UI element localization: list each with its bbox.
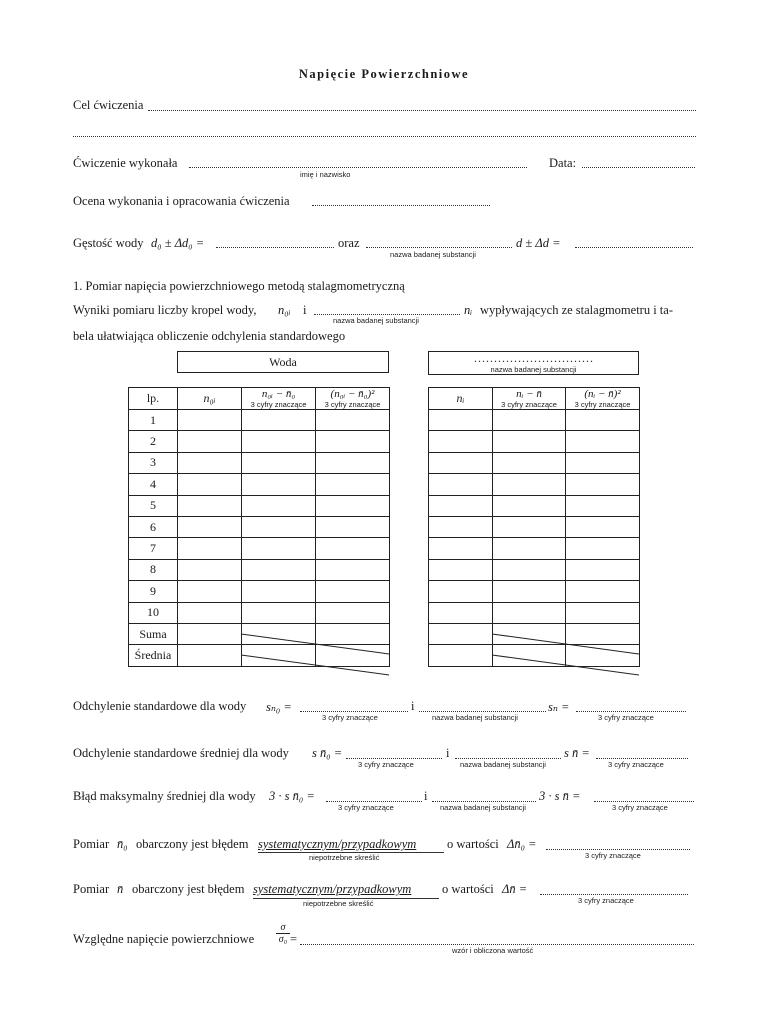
row-label: 5 bbox=[129, 495, 178, 516]
table-row bbox=[429, 516, 640, 537]
sub-cell[interactable] bbox=[429, 452, 493, 473]
max-err-i: i bbox=[424, 789, 428, 803]
water-cell[interactable] bbox=[316, 431, 390, 452]
section1-line1a: Wyniki pomiaru liczby kropel wody, bbox=[73, 303, 257, 317]
sub-cell[interactable] bbox=[566, 516, 640, 537]
table-row bbox=[129, 581, 390, 602]
std-sub-hint-3: 3 cyfry znaczące bbox=[598, 713, 654, 722]
sub-cell[interactable] bbox=[429, 516, 493, 537]
sub-cell[interactable] bbox=[566, 495, 640, 516]
table-row bbox=[129, 538, 390, 559]
density-sub-formula: d ± Δd = bbox=[516, 236, 561, 250]
std-mean-water-field[interactable] bbox=[346, 758, 442, 759]
water-cell[interactable] bbox=[316, 538, 390, 559]
max-err-sub-field[interactable] bbox=[594, 801, 694, 802]
section1-substance-hint: nazwa badanej substancji bbox=[333, 316, 419, 325]
water-cell bbox=[316, 645, 390, 666]
sub-cell[interactable] bbox=[429, 602, 493, 623]
water-cell[interactable] bbox=[316, 495, 390, 516]
water-cell[interactable] bbox=[316, 559, 390, 580]
std-sub-hint: nazwa badanej substancji bbox=[432, 713, 518, 722]
density-substance-field[interactable] bbox=[366, 247, 512, 248]
water-cell[interactable] bbox=[242, 410, 316, 431]
sub-cell bbox=[566, 623, 640, 644]
std-mean-water-label: Odchylenie standardowe średniej dla wody bbox=[73, 746, 289, 760]
table-row bbox=[429, 431, 640, 452]
row-label: 6 bbox=[129, 516, 178, 537]
std-mean-sub-sym: s n̄ = bbox=[564, 746, 590, 760]
measure-sub-cross-hint: niepotrzebne skreślić bbox=[303, 899, 374, 908]
sub-cell[interactable] bbox=[429, 581, 493, 602]
relative-hint: wzór i obliczona wartość bbox=[452, 946, 534, 955]
measure-water-hint: 3 cyfry znaczące bbox=[585, 851, 641, 860]
table-row bbox=[129, 559, 390, 580]
density-water-formula: d₀ ± Δd₀ = bbox=[151, 236, 205, 250]
density-label: Gęstość wody bbox=[73, 236, 144, 250]
std-mean-sub-name-field[interactable] bbox=[455, 758, 561, 759]
sub-cell[interactable] bbox=[493, 474, 566, 495]
max-err-water-hint: 3 cyfry znaczące bbox=[338, 803, 394, 812]
water-cell[interactable] bbox=[178, 602, 242, 623]
relative-fraction bbox=[276, 922, 290, 945]
density-water-field[interactable] bbox=[216, 247, 334, 248]
water-cell[interactable] bbox=[178, 431, 242, 452]
measure-water-mid: obarczony jest błędem bbox=[136, 837, 249, 851]
measure-water-post: o wartości bbox=[447, 837, 499, 851]
water-cell[interactable] bbox=[242, 516, 316, 537]
std-mean-sub-hint-3: 3 cyfry znaczące bbox=[608, 760, 664, 769]
std-water-label: Odchylenie standardowe dla wody bbox=[73, 699, 247, 713]
water-cell bbox=[242, 645, 316, 666]
water-cell[interactable] bbox=[242, 538, 316, 559]
table-row bbox=[429, 538, 640, 559]
sub-cell[interactable] bbox=[429, 645, 493, 666]
water-cell[interactable] bbox=[178, 452, 242, 473]
table-row bbox=[429, 559, 640, 580]
relative-num: σ bbox=[280, 922, 286, 933]
sub-cell[interactable] bbox=[429, 431, 493, 452]
table-row bbox=[429, 581, 640, 602]
water-cell[interactable] bbox=[242, 495, 316, 516]
row-label: 4 bbox=[129, 474, 178, 495]
section1-substance-field[interactable] bbox=[314, 314, 460, 315]
density-oraz: oraz bbox=[338, 236, 360, 250]
goal-field-1[interactable] bbox=[148, 110, 696, 111]
sub-cell[interactable] bbox=[493, 538, 566, 559]
sub-cell[interactable] bbox=[566, 559, 640, 580]
water-cell[interactable] bbox=[316, 581, 390, 602]
water-cell[interactable] bbox=[316, 452, 390, 473]
date-field[interactable] bbox=[582, 167, 695, 168]
sub-cell[interactable] bbox=[566, 474, 640, 495]
sub-cell[interactable] bbox=[429, 623, 493, 644]
sub-cell[interactable] bbox=[429, 474, 493, 495]
col-n0i: n₀ᵢ bbox=[178, 388, 242, 410]
water-cell[interactable] bbox=[316, 410, 390, 431]
section1-n0i: n₀ᵢ bbox=[278, 303, 291, 317]
table-row bbox=[129, 452, 390, 473]
std-water-hint: 3 cyfry znaczące bbox=[322, 713, 378, 722]
water-cell[interactable] bbox=[242, 474, 316, 495]
date-label: Data: bbox=[549, 156, 577, 170]
water-cell[interactable] bbox=[178, 559, 242, 580]
table-row bbox=[429, 452, 640, 473]
sub-cell[interactable] bbox=[493, 516, 566, 537]
table-row bbox=[129, 623, 390, 644]
section1-heading: 1. Pomiar napięcia powierzchniowego metodą stalagmometryczną bbox=[73, 279, 405, 293]
table-row bbox=[429, 602, 640, 623]
water-cell[interactable] bbox=[178, 538, 242, 559]
relative-label: Względne napięcie powierzchniowe bbox=[73, 932, 255, 946]
sub-cell[interactable] bbox=[566, 431, 640, 452]
measure-water-choice[interactable]: systematycznym/przypadkowym bbox=[258, 837, 417, 851]
std-mean-water-hint: 3 cyfry znaczące bbox=[358, 760, 414, 769]
sub-cell[interactable] bbox=[429, 559, 493, 580]
table-row bbox=[429, 645, 640, 666]
water-cell[interactable] bbox=[242, 581, 316, 602]
max-err-water-sym: 3 · s n̄₀ = bbox=[269, 789, 315, 803]
std-sub-field[interactable] bbox=[576, 711, 686, 712]
sub-cell[interactable] bbox=[566, 410, 640, 431]
density-sub-field[interactable] bbox=[575, 247, 693, 248]
relative-eq: = bbox=[290, 932, 298, 946]
section1-line2: bela ułatwiająca obliczenie odchylenia standardowego bbox=[73, 329, 346, 343]
std-mean-sub-hint: nazwa badanej substancji bbox=[460, 760, 546, 769]
water-table bbox=[128, 387, 390, 667]
page-title: Napięcie Powierzchniowe bbox=[298, 67, 470, 81]
water-table-title-box bbox=[177, 351, 389, 373]
sub-cell bbox=[493, 645, 566, 666]
max-err-sub-name-field[interactable] bbox=[432, 801, 536, 802]
sub-cell[interactable] bbox=[493, 431, 566, 452]
relative-den: σ₀ bbox=[276, 933, 290, 945]
table-row bbox=[129, 645, 390, 666]
measure-sub-field[interactable] bbox=[540, 894, 688, 895]
sub-cell[interactable] bbox=[429, 410, 493, 431]
max-err-sub-sym: 3 · s n̄ = bbox=[539, 789, 581, 803]
relative-field[interactable] bbox=[300, 944, 694, 945]
std-sub-name-field[interactable] bbox=[419, 711, 546, 712]
water-cell[interactable] bbox=[316, 474, 390, 495]
water-cell[interactable] bbox=[178, 474, 242, 495]
row-label: 8 bbox=[129, 559, 178, 580]
measure-sub-pre: Pomiar bbox=[73, 882, 110, 896]
water-cell bbox=[316, 623, 390, 644]
measure-water-cross-hint: niepotrzebne skreślić bbox=[309, 853, 380, 862]
std-water-sym: sₙ₀ = bbox=[266, 700, 292, 714]
col-lp: lp. bbox=[129, 388, 178, 410]
row-label: 1 bbox=[129, 410, 178, 431]
density-substance-hint: nazwa badanej substancji bbox=[390, 250, 476, 259]
row-label: 9 bbox=[129, 581, 178, 602]
performer-name-field[interactable] bbox=[189, 167, 527, 168]
col-ni-diff: nᵢ − n̄ 3 cyfry znaczące bbox=[493, 388, 566, 410]
measure-sub-hint: 3 cyfry znaczące bbox=[578, 896, 634, 905]
measure-water-field[interactable] bbox=[546, 849, 690, 850]
water-cell bbox=[242, 623, 316, 644]
max-err-sub-hint-3: 3 cyfry znaczące bbox=[612, 803, 668, 812]
performer-hint: imię i nazwisko bbox=[300, 170, 351, 179]
table-row bbox=[129, 602, 390, 623]
sub-cell[interactable] bbox=[493, 410, 566, 431]
sub-cell[interactable] bbox=[566, 602, 640, 623]
section1-i: i bbox=[303, 303, 307, 317]
sub-cell[interactable] bbox=[566, 581, 640, 602]
sub-title[interactable]: ………………………… nazwa badanej substancji bbox=[429, 352, 639, 375]
max-err-sub-hint: nazwa badanej substancji bbox=[440, 803, 526, 812]
sub-cell[interactable] bbox=[493, 452, 566, 473]
table-row bbox=[429, 474, 640, 495]
std-i: i bbox=[411, 699, 415, 713]
sub-cell bbox=[566, 645, 640, 666]
row-label: 3 bbox=[129, 452, 178, 473]
std-water-field[interactable] bbox=[300, 711, 408, 712]
row-label: 2 bbox=[129, 431, 178, 452]
assessment-label: Ocena wykonania i opracowania ćwiczenia bbox=[73, 194, 290, 208]
table-row bbox=[429, 495, 640, 516]
table-row bbox=[129, 516, 390, 537]
sub-cell[interactable] bbox=[493, 495, 566, 516]
col-ni-diff-sq: (nᵢ − n̄)² 3 cyfry znaczące bbox=[566, 388, 640, 410]
std-mean-sub-field[interactable] bbox=[596, 758, 688, 759]
table-row bbox=[129, 495, 390, 516]
sub-cell[interactable] bbox=[493, 559, 566, 580]
measure-sub-mid: obarczony jest błędem bbox=[132, 882, 245, 896]
sub-cell[interactable] bbox=[493, 581, 566, 602]
measure-sub-choice[interactable]: systematycznym/przypadkowym bbox=[253, 882, 412, 896]
sub-cell[interactable] bbox=[429, 538, 493, 559]
water-cell[interactable] bbox=[242, 602, 316, 623]
water-cell[interactable] bbox=[178, 645, 242, 666]
row-label: 7 bbox=[129, 538, 178, 559]
table-row bbox=[129, 474, 390, 495]
std-mean-i: i bbox=[446, 746, 450, 760]
water-cell[interactable] bbox=[178, 516, 242, 537]
section1-line1b: wypływających ze stalagmometru i ta- bbox=[480, 303, 673, 317]
sub-cell[interactable] bbox=[429, 495, 493, 516]
water-cell[interactable] bbox=[316, 516, 390, 537]
row-label: 10 bbox=[129, 602, 178, 623]
table-row bbox=[129, 431, 390, 452]
max-err-water-field[interactable] bbox=[326, 801, 422, 802]
water-title: Woda bbox=[178, 352, 389, 373]
std-mean-water-sym: s n̄₀ = bbox=[312, 746, 343, 760]
goal-field-2[interactable] bbox=[73, 136, 696, 137]
goal-label: Cel ćwiczenia bbox=[73, 98, 144, 112]
water-cell[interactable] bbox=[178, 410, 242, 431]
water-cell[interactable] bbox=[178, 623, 242, 644]
measure-sub-sym: n̄ bbox=[117, 882, 124, 896]
measure-water-pre: Pomiar bbox=[73, 837, 110, 851]
assessment-field[interactable] bbox=[312, 205, 490, 206]
std-sub-sym: sₙ = bbox=[548, 700, 570, 714]
performer-label: Ćwiczenie wykonała bbox=[73, 156, 178, 170]
sub-cell[interactable] bbox=[493, 602, 566, 623]
row-label: Średnia bbox=[129, 645, 178, 666]
water-cell[interactable] bbox=[178, 495, 242, 516]
water-cell[interactable] bbox=[178, 581, 242, 602]
measure-sub-delta: Δn̄ = bbox=[502, 882, 528, 896]
water-cell[interactable] bbox=[242, 559, 316, 580]
water-cell[interactable] bbox=[242, 452, 316, 473]
row-label: Suma bbox=[129, 623, 178, 644]
sub-cell[interactable] bbox=[566, 538, 640, 559]
water-cell[interactable] bbox=[242, 431, 316, 452]
table-row bbox=[429, 623, 640, 644]
sub-table bbox=[428, 387, 640, 667]
col-n0i-diff: n₀ᵢ − n̄₀ 3 cyfry znaczące bbox=[242, 388, 316, 410]
col-ni: nᵢ bbox=[429, 388, 493, 410]
measure-water-delta: Δn̄₀ = bbox=[507, 837, 537, 851]
measure-sub-post: o wartości bbox=[442, 882, 494, 896]
sub-cell[interactable] bbox=[566, 452, 640, 473]
sub-table-title-box bbox=[428, 351, 639, 375]
max-err-water-label: Błąd maksymalny średniej dla wody bbox=[73, 789, 256, 803]
measure-water-sym: n̄₀ bbox=[117, 837, 128, 851]
water-cell[interactable] bbox=[316, 602, 390, 623]
table-row bbox=[129, 410, 390, 431]
sub-cell bbox=[493, 623, 566, 644]
col-n0i-diff-sq: (n₀ᵢ − n̄₀)² 3 cyfry znaczące bbox=[316, 388, 390, 410]
table-row bbox=[429, 410, 640, 431]
section1-ni: nᵢ bbox=[464, 303, 473, 317]
